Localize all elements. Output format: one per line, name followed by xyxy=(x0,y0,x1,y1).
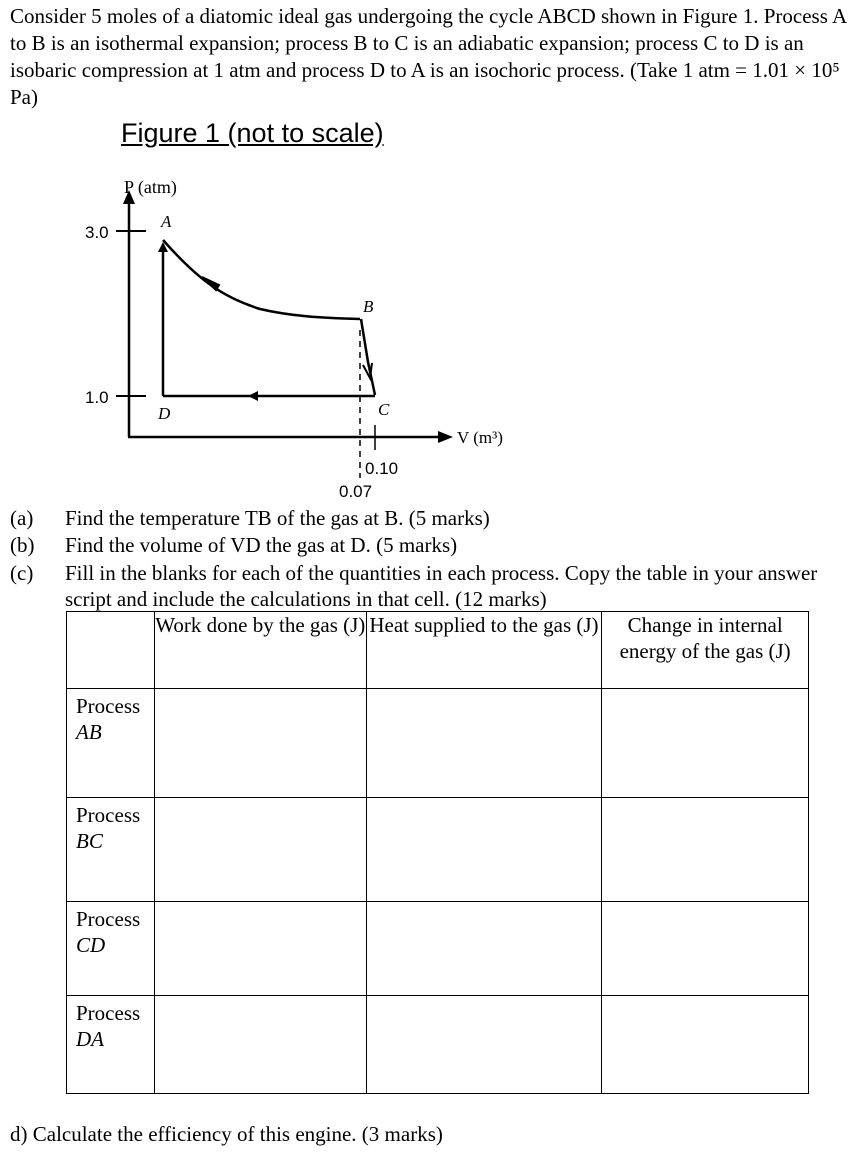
cell-heat-cd[interactable] xyxy=(366,902,602,996)
y-tick-label-1: 1.0 xyxy=(85,388,109,407)
figure-title: Figure 1 (not to scale) xyxy=(121,118,384,148)
row-label-word: Process xyxy=(76,907,141,931)
cell-heat-bc[interactable] xyxy=(366,798,602,902)
question-a-text: Find the temperature TB of the gas at B. (5 marks) xyxy=(65,506,490,530)
question-a xyxy=(10,505,490,531)
point-label-d: D xyxy=(158,404,171,423)
question-c-label: (c) xyxy=(10,561,34,585)
process-ab-curve xyxy=(163,240,360,319)
cell-energy-cd[interactable] xyxy=(602,902,809,996)
cell-energy-ab[interactable] xyxy=(602,689,809,798)
question-c-text: Fill in the blanks for each of the quantities in each process. Copy the table in your answer script and include the calculations in that cell. (12 marks) xyxy=(65,561,818,611)
x-tick-label-007: 0.07 xyxy=(339,482,373,501)
cell-work-ab[interactable] xyxy=(154,689,366,798)
table-row xyxy=(67,798,809,902)
cell-energy-da[interactable] xyxy=(602,996,809,1094)
point-label-c: C xyxy=(378,400,390,419)
row-label xyxy=(67,996,155,1094)
row-label-name: AB xyxy=(76,720,102,744)
cell-work-da[interactable] xyxy=(154,996,366,1094)
row-label-word: Process xyxy=(76,1001,141,1025)
x-tick-label-010: 0.10 xyxy=(365,459,399,478)
row-label xyxy=(67,798,155,902)
point-label-a: A xyxy=(161,212,172,231)
pv-diagram xyxy=(0,0,858,520)
header-blank xyxy=(67,612,155,689)
question-c xyxy=(10,560,825,612)
arrow-ab-icon xyxy=(202,277,219,290)
point-label-b: B xyxy=(363,297,374,316)
answer-table xyxy=(66,611,809,1094)
cell-work-bc[interactable] xyxy=(154,798,366,902)
question-b-text: Find the volume of VD the gas at D. (5 marks) xyxy=(65,533,458,557)
y-tick-label-3: 3.0 xyxy=(85,223,109,242)
question-b-label: (b) xyxy=(10,533,35,557)
question-d: d) Calculate the efficiency of this engine. (3 marks) xyxy=(10,1122,443,1146)
cell-energy-bc[interactable] xyxy=(602,798,809,902)
table-row xyxy=(67,996,809,1094)
y-axis-label: P (atm) xyxy=(124,177,177,197)
x-axis-arrow-icon xyxy=(438,431,453,443)
row-label-word: Process xyxy=(76,803,141,827)
header-work: Work done by the gas (J) xyxy=(154,612,366,689)
row-label-name: BC xyxy=(76,829,103,853)
row-label xyxy=(67,902,155,996)
question-b xyxy=(10,532,457,558)
row-label-word: Process xyxy=(76,694,141,718)
problem-intro: Consider 5 moles of a diatomic ideal gas undergoing the cycle ABCD shown in Figure 1. Process A to B is an isothermal expansion; process B to C is an adiabatic expansion; process C to D is an isobaric compression at 1 atm and process D to A is an isochoric process. (Take 1 atm = 1.01 × 10⁵ Pa) xyxy=(10,4,847,109)
row-label xyxy=(67,689,155,798)
row-label-name: CD xyxy=(76,933,106,957)
cell-work-cd[interactable] xyxy=(154,902,366,996)
cell-heat-da[interactable] xyxy=(366,996,602,1094)
process-bc-curve xyxy=(361,319,375,395)
x-axis-label: V (m³) xyxy=(457,428,503,447)
question-a-label: (a) xyxy=(10,506,34,530)
table-header-row xyxy=(67,612,809,689)
table-row xyxy=(67,902,809,996)
table-row xyxy=(67,689,809,798)
header-internal-energy: Change in internal energy of the gas (J) xyxy=(602,612,809,689)
header-heat: Heat supplied to the gas (J) xyxy=(366,612,602,689)
cell-heat-ab[interactable] xyxy=(366,689,602,798)
row-label-name: DA xyxy=(76,1027,104,1051)
